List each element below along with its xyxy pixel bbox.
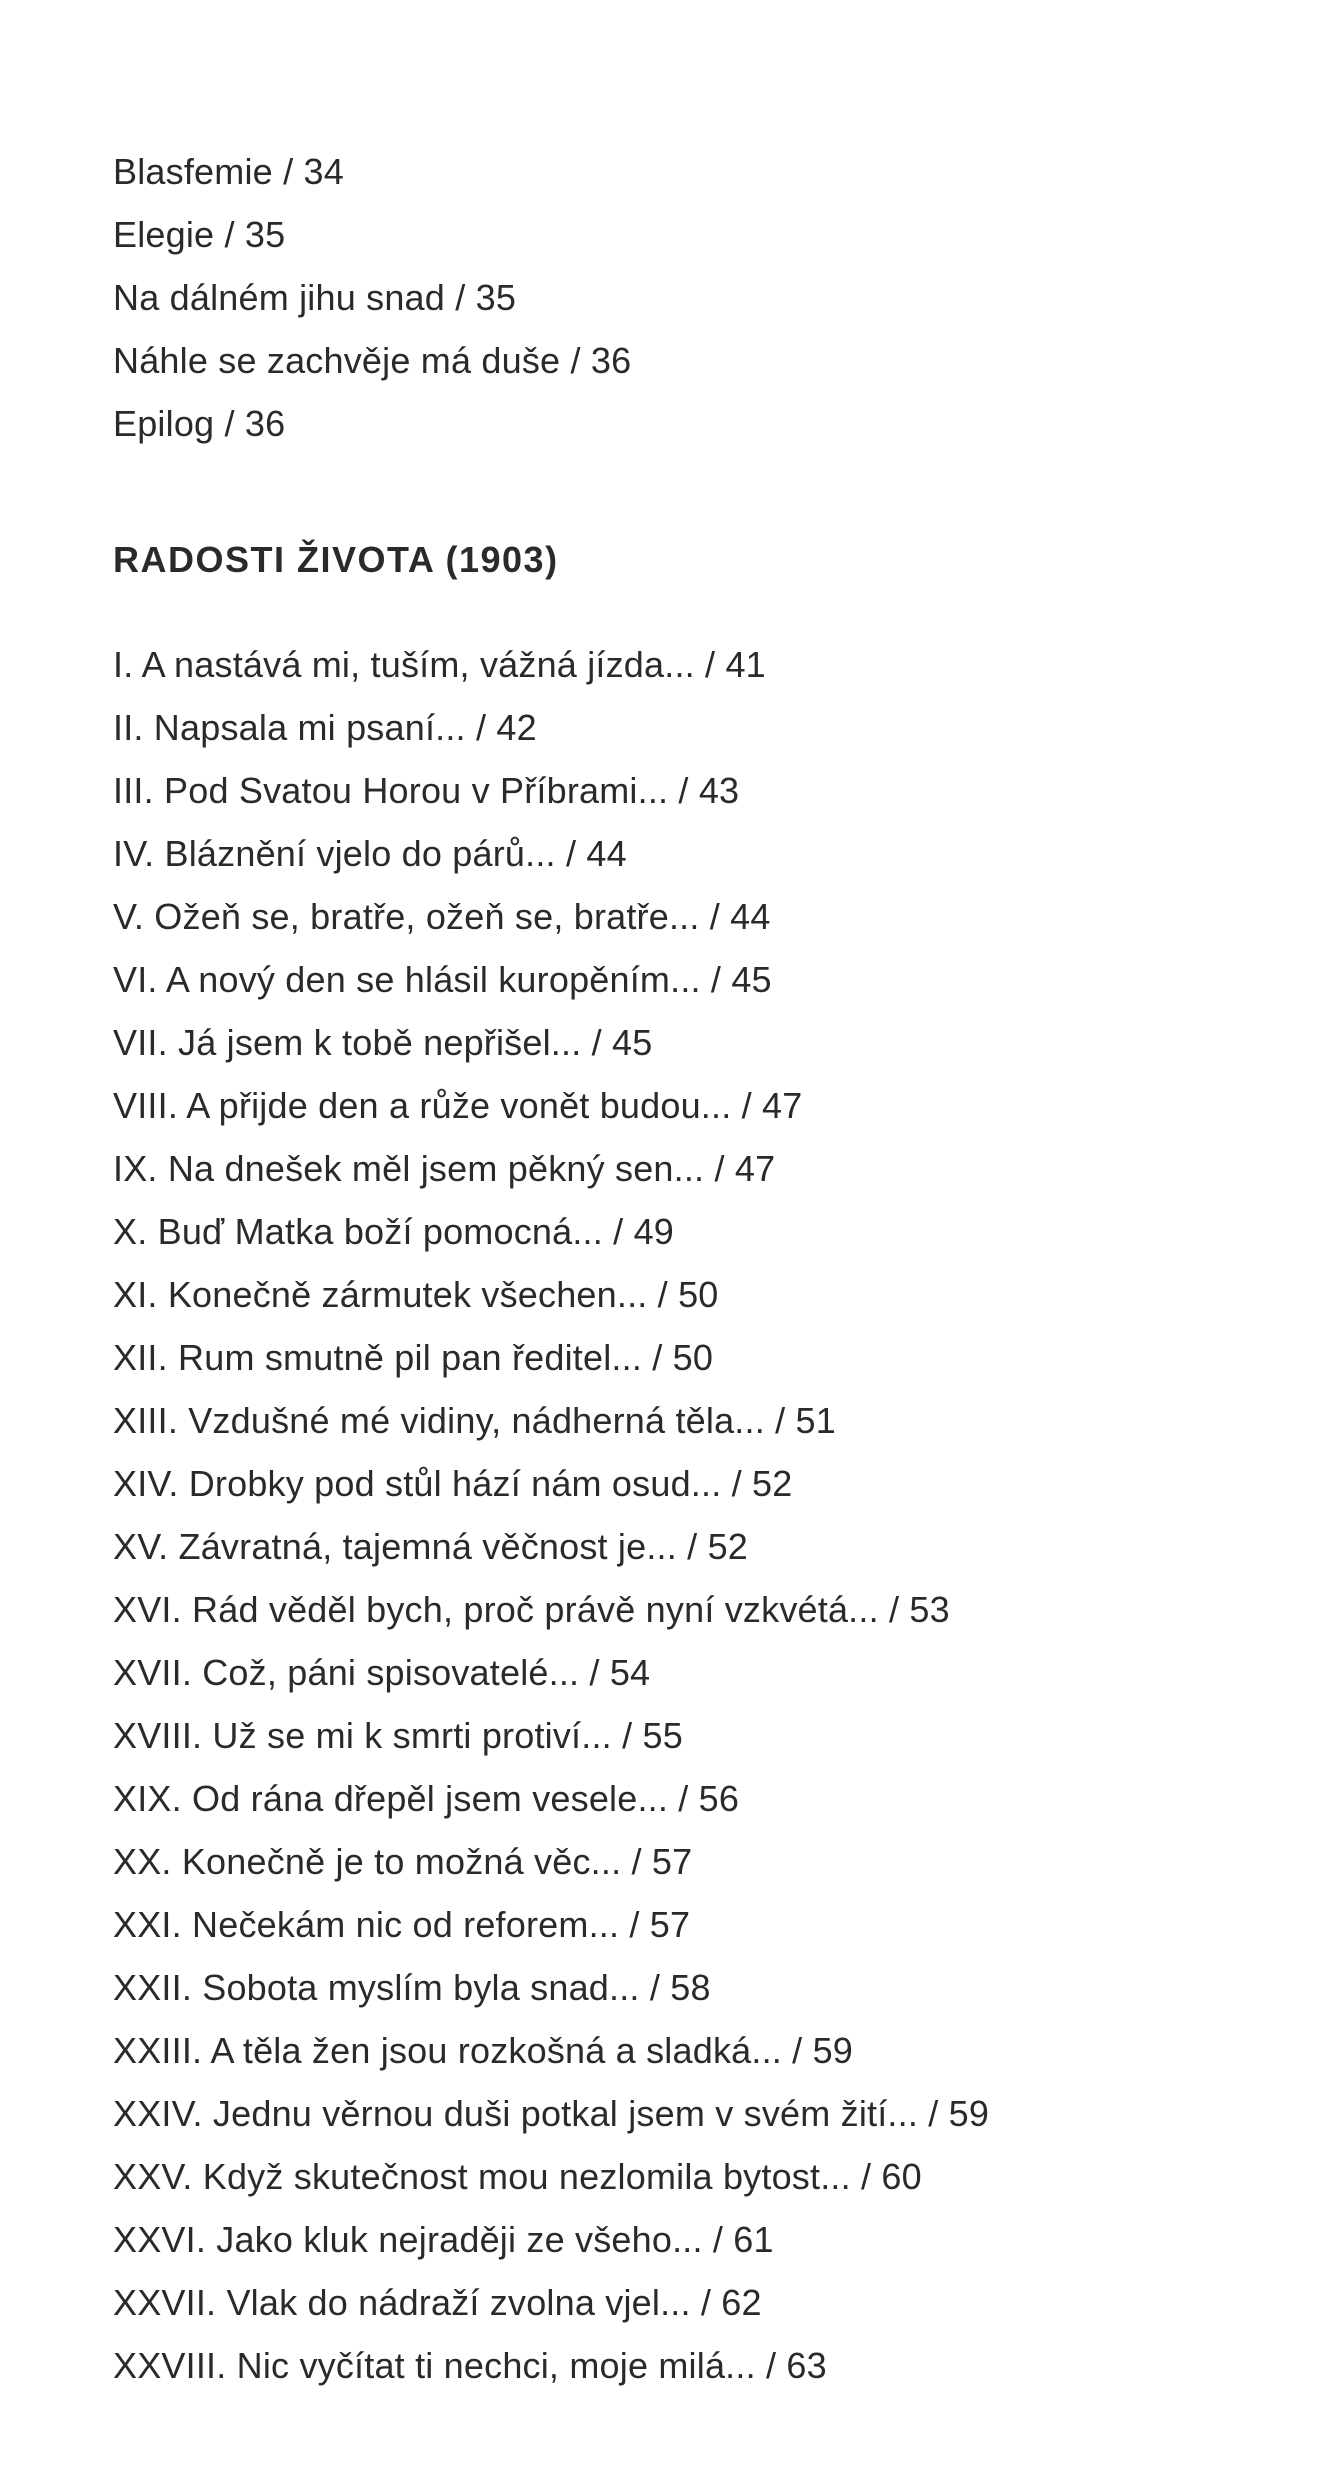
toc-entry: I. A nastává mi, tuším, vážná jízda... / 41 — [113, 644, 766, 685]
toc-entry: VIII. A přijde den a růže vonět budou... / 47 — [113, 1085, 803, 1126]
toc-entry: XXV. Když skutečnost mou nezlomila bytost... / 60 — [113, 2156, 922, 2197]
toc-intro-list — [113, 140, 1213, 455]
toc-entry: XXII. Sobota myslím byla snad... / 58 — [113, 1967, 711, 2008]
toc-entry: XXVII. Vlak do nádraží zvolna vjel... / 62 — [113, 2282, 762, 2323]
toc-section-list — [113, 633, 1213, 2397]
toc-entry: XXIII. A těla žen jsou rozkošná a sladká... / 59 — [113, 2030, 854, 2071]
toc-section — [113, 528, 1213, 2397]
toc-entry: XV. Závratná, tajemná věčnost je... / 52 — [113, 1526, 749, 1567]
section-heading: RADOSTI ŽIVOTA (1903) — [113, 539, 559, 580]
toc-entry: XVI. Rád věděl bych, proč právě nyní vzkvétá... / 53 — [113, 1589, 950, 1630]
toc-entry: V. Ožeň se, bratře, ožeň se, bratře... / 44 — [113, 896, 771, 937]
toc-entry: XVIII. Už se mi k smrti protiví... / 55 — [113, 1715, 683, 1756]
toc-entry: VI. A nový den se hlásil kuropěním... / 45 — [113, 959, 772, 1000]
toc-entry: XII. Rum smutně pil pan ředitel... / 50 — [113, 1337, 714, 1378]
toc-entry: VII. Já jsem k tobě nepřišel... / 45 — [113, 1022, 653, 1063]
toc-entry: X. Buď Matka boží pomocná... / 49 — [113, 1211, 675, 1252]
toc-entry: XVII. Což, páni spisovatelé... / 54 — [113, 1652, 651, 1693]
toc-entry: Na dálném jihu snad / 35 — [113, 277, 517, 318]
toc-entry: XIV. Drobky pod stůl hází nám osud... / 52 — [113, 1463, 793, 1504]
toc-entry: XX. Konečně je to možná věc... / 57 — [113, 1841, 693, 1882]
toc-entry: Blasfemie / 34 — [113, 151, 344, 192]
toc-entry: IV. Bláznění vjelo do párů... / 44 — [113, 833, 627, 874]
toc-entry: XIX. Od rána dřepěl jsem vesele... / 56 — [113, 1778, 740, 1819]
toc-entry: XXVIII. Nic vyčítat ti nechci, moje milá... / 63 — [113, 2345, 827, 2386]
toc-entry: XIII. Vzdušné mé vidiny, nádherná těla... / 51 — [113, 1400, 836, 1441]
toc-entry: Elegie / 35 — [113, 214, 286, 255]
toc-entry: Epilog / 36 — [113, 403, 286, 444]
toc-entry: Náhle se zachvěje má duše / 36 — [113, 340, 632, 381]
toc-entry: XXVI. Jako kluk nejraději ze všeho... / 61 — [113, 2219, 774, 2260]
toc-entry: XI. Konečně zármutek všechen... / 50 — [113, 1274, 719, 1315]
toc-entry: IX. Na dnešek měl jsem pěkný sen... / 47 — [113, 1148, 776, 1189]
toc-entry: XXI. Nečekám nic od reforem... / 57 — [113, 1904, 691, 1945]
toc-entry: II. Napsala mi psaní... / 42 — [113, 707, 537, 748]
toc-entry: III. Pod Svatou Horou v Příbrami... / 43 — [113, 770, 740, 811]
toc-entry: XXIV. Jednu věrnou duši potkal jsem v svém žití... / 59 — [113, 2093, 990, 2134]
